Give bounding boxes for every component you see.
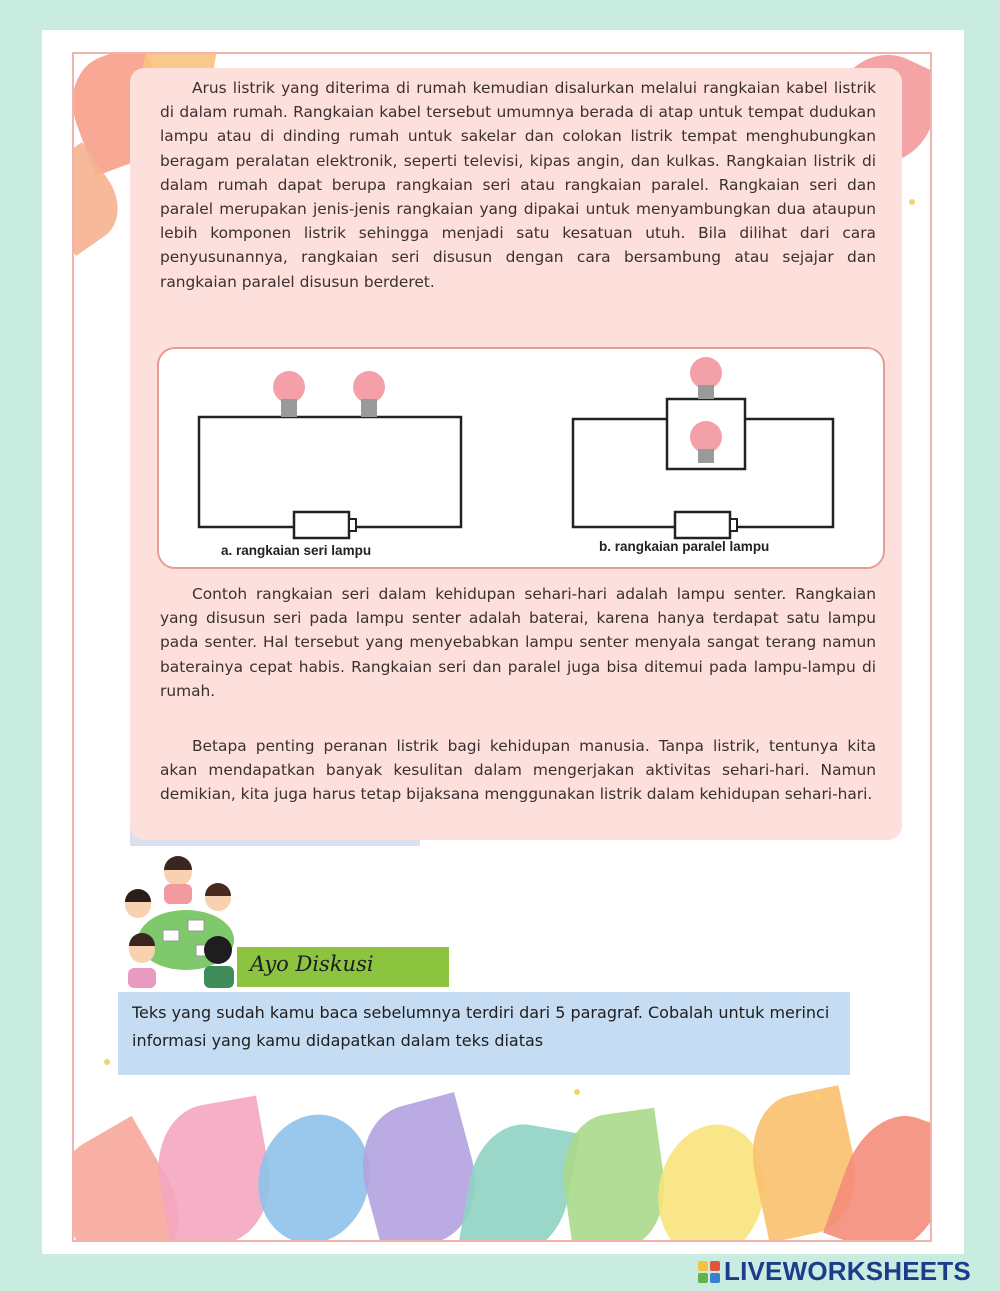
discussion-title: Ayo Diskusi [250, 952, 374, 976]
sparkle-decoration [909, 199, 915, 205]
sparkle-decoration [574, 1089, 580, 1095]
liveworksheets-logo [698, 1256, 971, 1287]
sparkle-decoration [104, 1059, 110, 1065]
kids-discussion-illustration [118, 850, 248, 992]
parallel-circuit [573, 357, 833, 538]
bulb-icon [353, 371, 385, 417]
paragraph-closing [160, 734, 876, 807]
circuit-illustration [159, 349, 887, 571]
brand-logo-icon [698, 1261, 720, 1283]
series-circuit-wire [199, 417, 461, 527]
task-instruction: Teks yang sudah kamu baca sebelumnya terdiri dari 5 paragraf. Cobalah untuk merinci informasi yang kamu didapatkan dalam teks diatas [132, 1003, 830, 1050]
bulb-icon [690, 357, 722, 399]
parallel-battery-icon [675, 512, 730, 538]
brand-name: LIVEWORKSHEETS [724, 1256, 971, 1286]
leaf-decoration [555, 1108, 673, 1242]
leaf-decoration [458, 1116, 579, 1242]
paragraph-closing-text: Betapa penting peranan listrik bagi kehidupan manusia. Tanpa listrik, tentunya kita akan mendapatkan banyak kesulitan dalam mengerjakan aktivitas sehari-hari. Namun demikian, kita juga harus tetap bijaksana menggunakan listrik dalam kehidupan sehari-hari. [160, 737, 876, 804]
caption-series: a. rangkaian seri lampu [221, 543, 372, 558]
paragraph-intro-text: Arus listrik yang diterima di rumah kemudian disalurkan melalui rangkaian kabel listrik di dalam rumah. Rangkaian kabel tersebut umumnya berada di atap untuk tempat dudukan lampu atau di dinding rumah untuk sakelar dan colokan listrik tempat menghubungkan beragam peralatan elektronik, seperti televisi, kipas angin, dan kulkas. Rangkaian listrik di dalam rumah dapat berupa rangkaian seri atau rangkaian paralel. Rangkaian seri dan paralel merupakan jenis-jenis rangkaian yang dipakai untuk menyambungkan dua ataupun lebih komponen listrik sehingga menjadi satu kesatuan utuh. Bila dilihat dari cara penyusunannya, rangkaian seri disusun dengan cara bersambung atau sejajar dan rangkaian paralel disusun berderet. [160, 79, 876, 291]
sparkle-decoration [814, 1094, 820, 1100]
circuit-diagram [157, 347, 885, 569]
paragraph-intro [160, 76, 876, 294]
series-circuit [199, 371, 461, 538]
bulb-icon [273, 371, 305, 417]
paragraph-example [160, 582, 876, 703]
paragraph-example-text: Contoh rangkaian seri dalam kehidupan sehari-hari adalah lampu senter. Rangkaian yang disusun seri pada lampu senter adalah baterai, karena hanya terdapat satu lampu pada senter. Hal tersebut yang menyebabkan lampu senter menyala sangat terang namun baterainya cepat habis. Rangkaian seri dan paralel juga bisa ditemui pada lampu-lampu di rumah. [160, 585, 876, 700]
series-battery-icon [294, 512, 349, 538]
caption-parallel: b. rangkaian paralel lampu [599, 539, 770, 554]
